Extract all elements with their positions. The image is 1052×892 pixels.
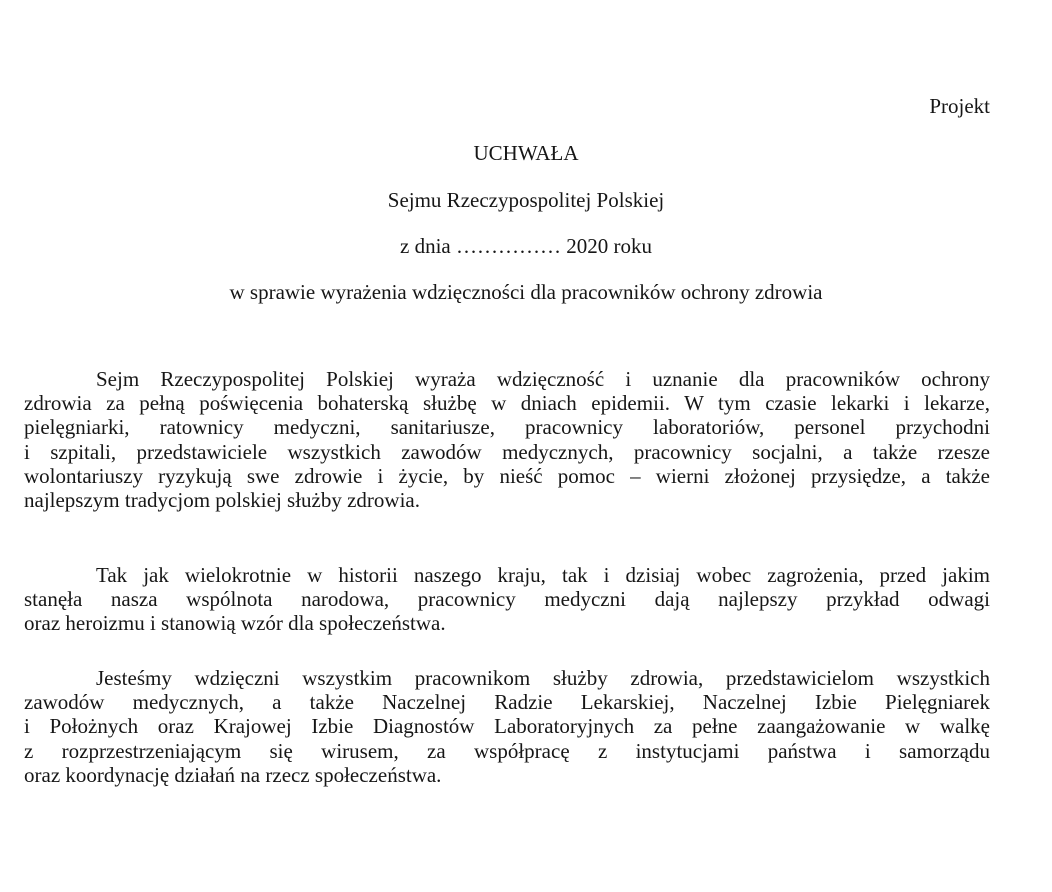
issuing-body: Sejmu Rzeczypospolitej Polskiej xyxy=(387,188,665,212)
paragraph-line: najlepszym tradycjom polskiej służby zdrowia. xyxy=(24,488,420,513)
resolution-title: UCHWAŁA xyxy=(473,141,579,165)
paragraph-line: Jesteśmy wdzięczni wszystkim pracownikom służby zdrowia, przedstawicielom wszystkich xyxy=(96,666,990,690)
resolution-subject: w sprawie wyrażenia wdzięczności dla pracowników ochrony zdrowia xyxy=(229,280,823,304)
draft-label: Projekt xyxy=(929,94,990,118)
paragraph-line: i szpitali, przedstawiciele wszystkich zawodów medycznych, pracownicy socjalni, a także rzesze xyxy=(24,439,990,464)
paragraph-line: Tak jak wielokrotnie w historii naszego kraju, tak i dzisiaj wobec zagrożenia, przed jakim xyxy=(96,563,990,587)
paragraph-line: z rozprzestrzeniającym się wirusem, za współpracę z instytucjami państwa i samorządu xyxy=(24,738,990,763)
paragraph-1 xyxy=(24,367,990,512)
paragraph-3 xyxy=(24,666,990,787)
paragraph-line: i Położnych oraz Krajowej Izbie Diagnostów Laboratoryjnych za pełne zaangażowanie w walkę xyxy=(24,714,990,739)
paragraph-line: zdrowia za pełną poświęcenia bohaterską służbę w dniach epidemii. W tym czasie lekarki i lekarze, xyxy=(24,391,990,416)
paragraph-2 xyxy=(24,563,990,636)
paragraph-line: wolontariuszy ryzykują swe zdrowie i życie, by nieść pomoc – wierni złożonej przysiędze, a także xyxy=(24,463,990,488)
paragraph-line: oraz koordynację działań na rzecz społeczeństwa. xyxy=(24,762,442,787)
resolution-date-line: z dnia …………… 2020 roku xyxy=(400,234,652,258)
paragraph-line: stanęła nasza wspólnota narodowa, pracownicy medyczni dają najlepszy przykład odwagi xyxy=(24,587,990,612)
paragraph-line: oraz heroizmu i stanowią wzór dla społeczeństwa. xyxy=(24,611,446,636)
paragraph-line: zawodów medycznych, a także Naczelnej Radzie Lekarskiej, Naczelnej Izbie Pielęgniarek xyxy=(24,690,990,715)
paragraph-line: Sejm Rzeczypospolitej Polskiej wyraża wdzięczność i uznanie dla pracowników ochrony xyxy=(96,367,990,391)
paragraph-line: pielęgniarki, ratownicy medyczni, sanitariusze, pracownicy laboratoriów, personel przychodni xyxy=(24,415,990,440)
